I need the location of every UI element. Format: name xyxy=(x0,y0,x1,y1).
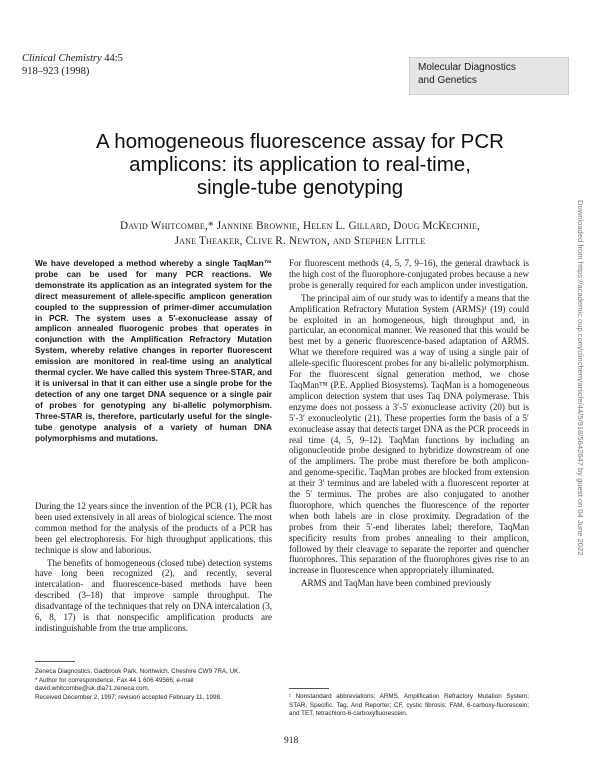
author-list xyxy=(40,219,560,249)
authors-line-1: David Whitcombe,* Jannine Brownie, Helen L. Gillard, Doug McKechnie, xyxy=(119,220,481,232)
footnote-divider xyxy=(289,688,329,689)
affiliation: Zeneca Diagnostics, Gadbrook Park, Northwich, Cheshire CW9 7RA, UK. xyxy=(35,668,241,675)
title-line-1: A homogeneous fluorescence assay for PCR xyxy=(96,130,504,153)
download-note: Downloaded from https://academic.oup.com/clinchem/article/44/5/918/5642647 by guest on 04 June 2022 xyxy=(576,200,585,556)
correspondence-note: * Author for correspondence. Fax 44 1 606 49566; e-mail david.whitcombe@uk.dia71.zeneca.com. xyxy=(35,676,194,693)
section-label-line2: and Genetics xyxy=(418,75,477,86)
abstract: We have developed a method whereby a single TaqMan™ probe can be used for many PCR reactions. We demonstrate its application as an integrated system for the direct measurement of allele-specific amplicon generation coupled to the suppression of primer-dimer accumulation in PCR. The system uses a 5′-exonuclease assay of amplicon annealed fluorogenic probes that operates in conjunction with the Amplification Refractory Mutation System, whereby relative changes in reporter fluorescent emission are monitored in real-time using an analytical thermal cycler. We have called this system Three-STAR, and it is universal in that it can either use a single probe for the detection of any one target DNA sequence or a single pair of probes for genotyping any bi-allelic polymorphism. Three-STAR is, therefore, particularly useful for the single-tube genotype analysis of a variety of human DNA polymorphisms and mutations. xyxy=(35,258,272,443)
title-line-2: amplicons: its application to real-time, xyxy=(129,153,471,176)
left-column-body xyxy=(35,501,272,636)
footnote-divider xyxy=(35,661,75,662)
page-number: 918 xyxy=(284,736,299,746)
body-paragraph: For fluorescent methods (4, 5, 7, 9–16), the general drawback is the high cost of the fluorophore-conjugated probes because a new probe is generally required for each amplicon under investigation. xyxy=(289,258,529,290)
journal-name: Clinical Chemistry xyxy=(22,53,102,64)
body-paragraph: The principal aim of our study was to identify a means that the Amplification Refractory Mutation System (ARMS)¹ (19) could be exploited in an homogeneous, high throughput and, in particular, an economical manner. We reasoned that this would be best met by a generic fluorescence-based adaptation of ARMS. What we therefore required was a way of using a single pair of allele-specific fluorescent probes for any bi-allelic polymorphism. For the fluorescent signal generation method, we chose TaqMan™ (P.E. Applied Biosystems). TaqMan is a homogeneous amplicon detection system that uses Taq DNA polymerase. This enzyme does not possess a 3′-5′ exonuclease activity (20) but is 5′-3′ exonucleolytic (21). These properties form the basis of a 5′ exonuclease assay that detects target DNA as the PCR proceeds in real time (4, 5, 9–12). TaqMan functions by including an oligonucleotide probe designed to hybridize downstream of one of the amplimers. The probe must therefore be both amplicon- and genome-specific. TaqMan probes are blocked from extension at their 3′ terminus and are labeled with a fluorescent reporter at the 5′ terminus. The probes are also conjugated to another fluorophore, which quenches the fluorescence of the reporter when both labels are in close proximity. Degradation of the probes from their 5′-end liberates label; therefore, TaqMan specificity results from probes annealing to their amplicon, followed by their cleavage to separate the reporter and quencher fluorophores. This separation of the fluorophores gives rise to an increase in fluorescence when appropriately illuminated. xyxy=(289,292,529,576)
received-dates: Received December 2, 1997; revision accepted February 11, 1998. xyxy=(35,693,222,701)
body-paragraph: During the 12 years since the invention of the PCR (1), PCR has been used extensively in all areas of biological science. The most common method for the analysis of the products of a PCR has been gel electrophoresis. For high throughput applications, this technique is slow and laborious. xyxy=(35,501,272,555)
journal-volume: 44:5 xyxy=(104,53,123,64)
article-title xyxy=(40,130,560,199)
authors-line-2: Jane Theaker, Clive R. Newton, and Stephen Little xyxy=(174,235,426,247)
abbreviations-footnote: ¹ Nonstandard abbreviations: ARMS, Amplification Refractory Mutation System; STAR, Specific, Tag, And Reporter; CF, cystic fibrosis; FAM, 6-carboxy-fluorescein; and TET, tetrachloro-6-carboxyfluorescein. xyxy=(289,693,529,718)
journal-citation xyxy=(22,52,123,78)
body-paragraph: ARMS and TaqMan have been combined previously xyxy=(301,578,492,589)
journal-pages-year: 918–923 (1998) xyxy=(22,66,90,77)
section-label-line1: Molecular Diagnostics xyxy=(418,62,516,73)
download-watermark xyxy=(571,200,587,582)
body-paragraph: The benefits of homogeneous (closed tube) detection systems have long been recognized (2), and recently, several intercalation- and fluorescence-based methods have been described (3–18) that improve sample throughput. The disadvantage of the techniques that rely on DNA intercalation (3, 6, 8, 17) is that nonspecific amplification products are indistinguishable from the true amplicons. xyxy=(35,557,272,633)
section-label xyxy=(409,57,569,95)
affiliation-footnotes xyxy=(35,668,272,702)
title-line-3: single-tube genotyping xyxy=(196,176,404,199)
right-column-body xyxy=(289,258,529,591)
